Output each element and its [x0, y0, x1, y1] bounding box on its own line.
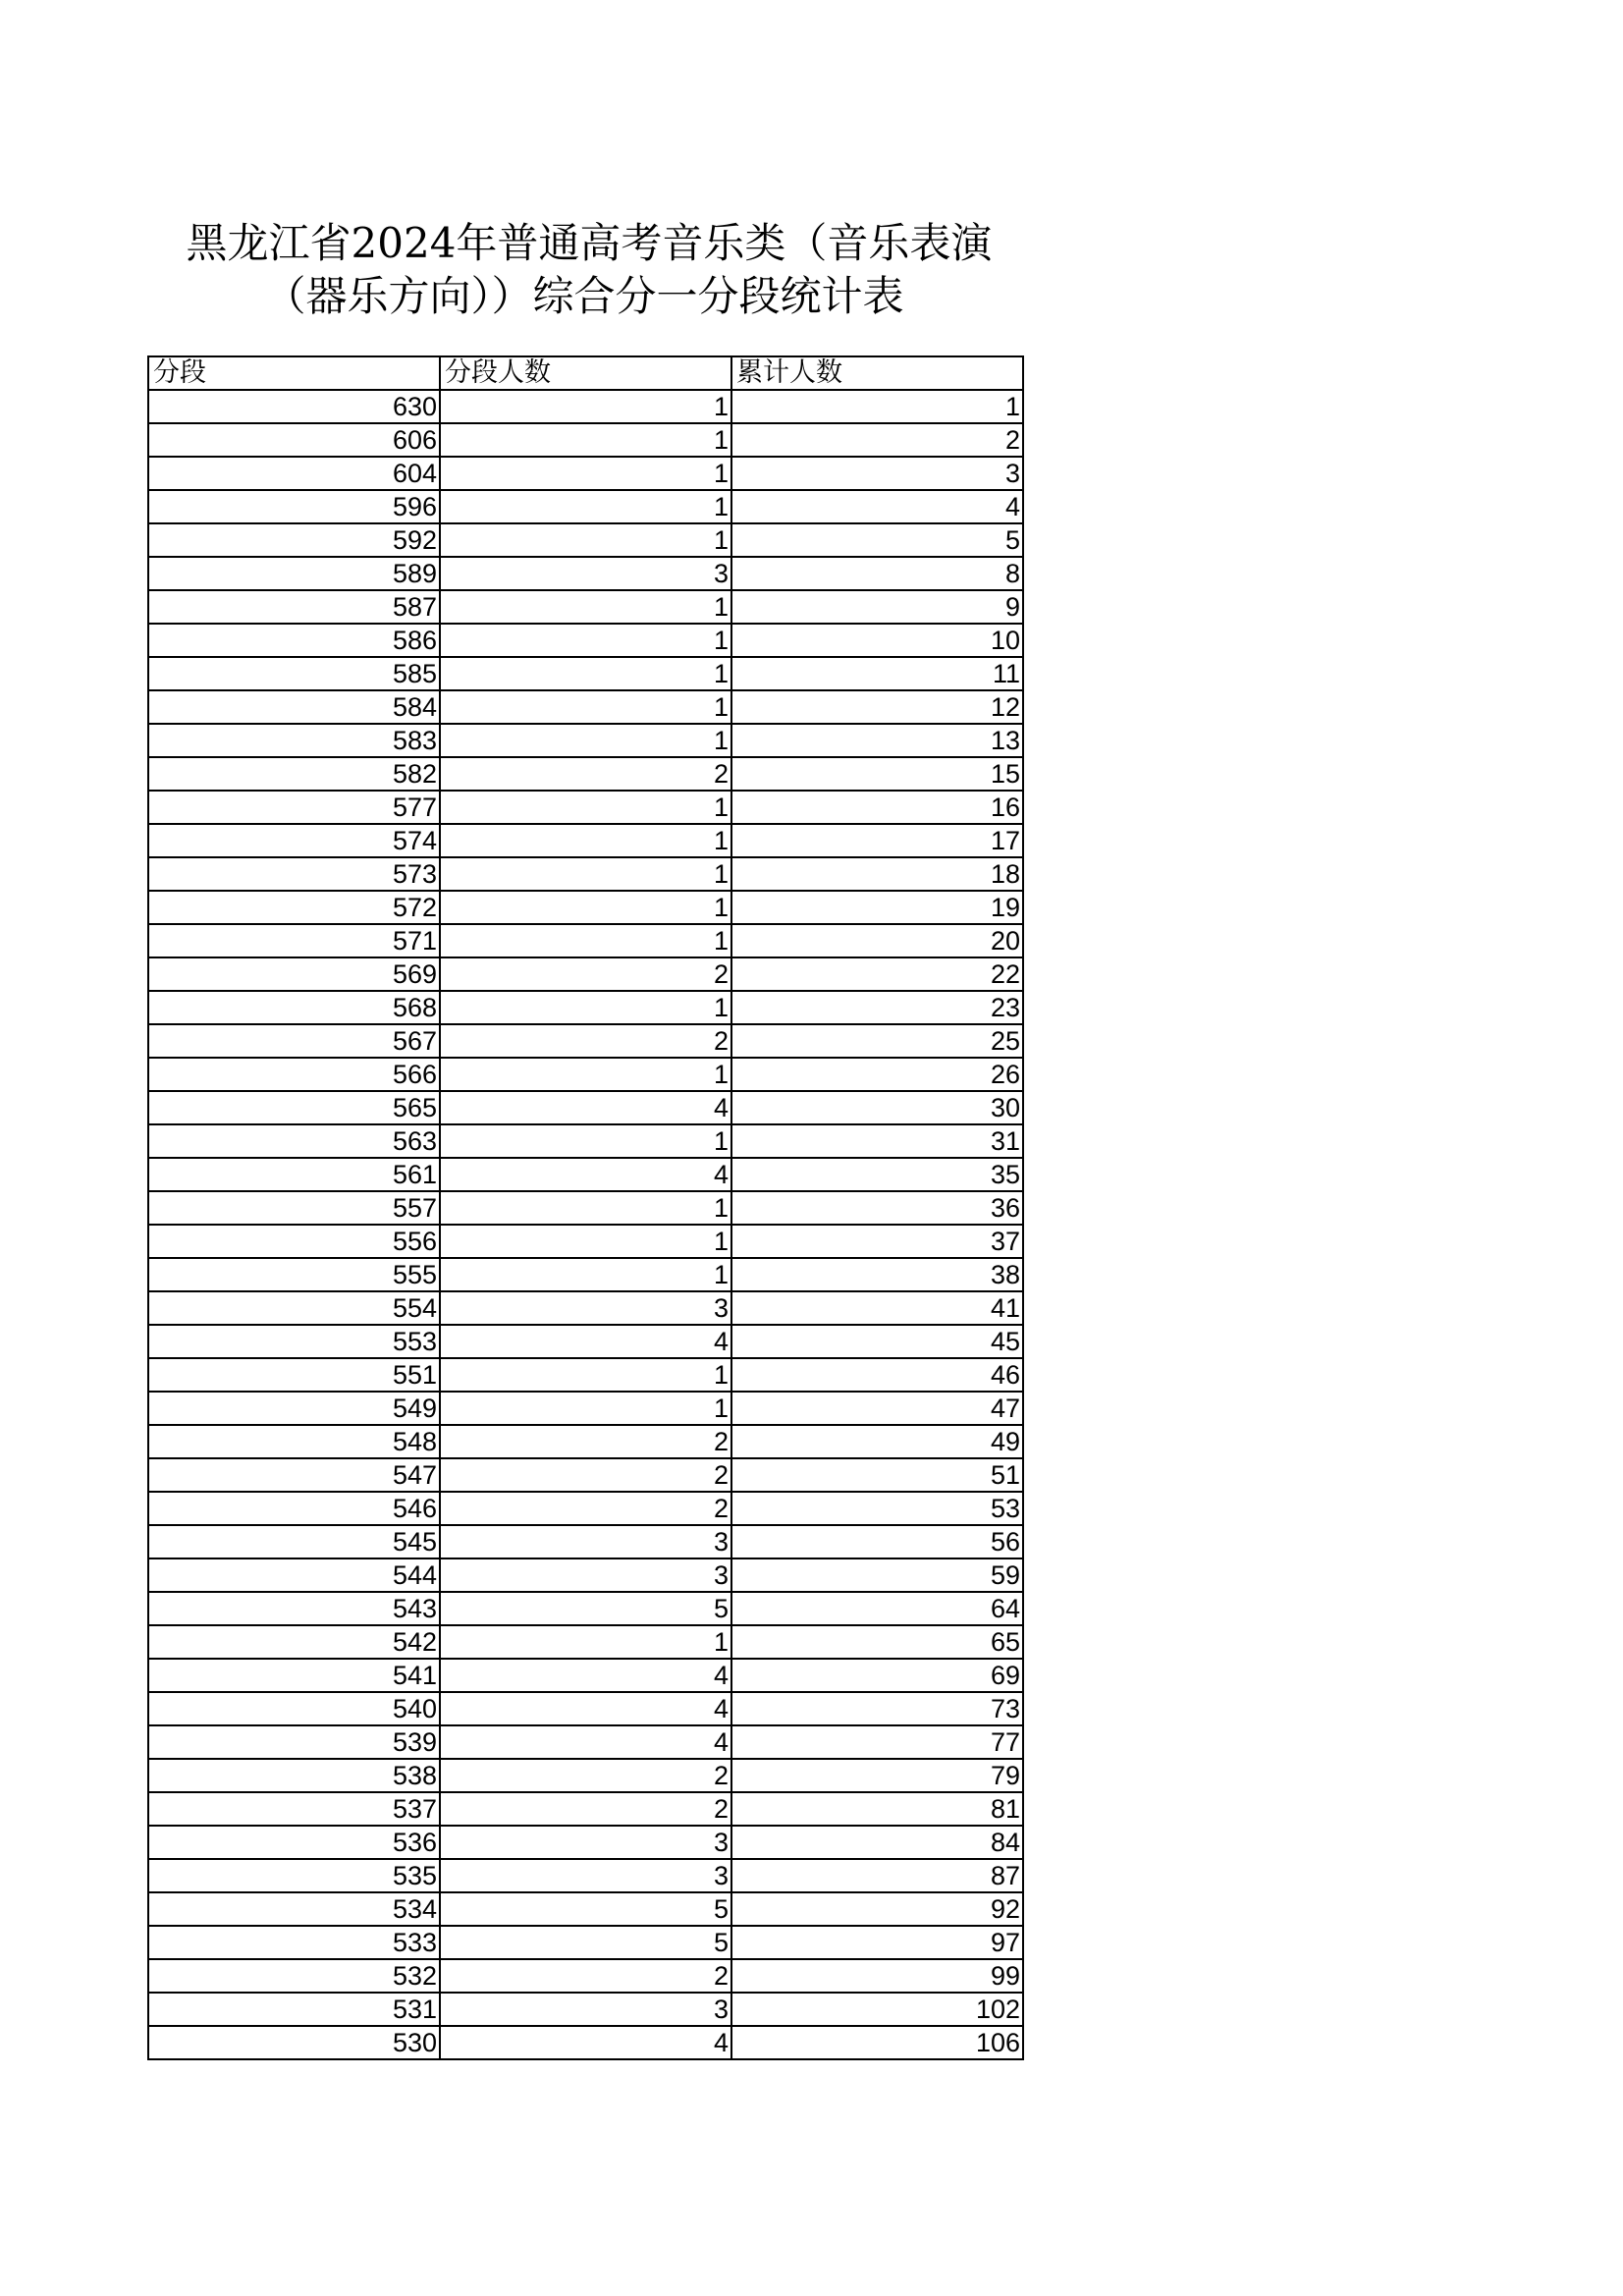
- score-cell: 574: [148, 824, 440, 857]
- table-row: [148, 1425, 1023, 1458]
- segment-count-cell: 1: [440, 1258, 731, 1291]
- table-row: [148, 1558, 1023, 1592]
- table-row: [148, 390, 1023, 423]
- cumulative-count-cell: 45: [731, 1325, 1023, 1358]
- score-cell: 596: [148, 490, 440, 523]
- segment-count-cell: 1: [440, 390, 731, 423]
- segment-count-cell: 3: [440, 1859, 731, 1892]
- score-cell: 543: [148, 1592, 440, 1625]
- cumulative-count-cell: 22: [731, 957, 1023, 991]
- score-cell: 532: [148, 1959, 440, 1993]
- cumulative-count-cell: 99: [731, 1959, 1023, 1993]
- segment-count-cell: 4: [440, 1692, 731, 1725]
- segment-count-cell: 2: [440, 1959, 731, 1993]
- score-cell: 561: [148, 1158, 440, 1191]
- score-cell: 547: [148, 1458, 440, 1492]
- table-row: [148, 1158, 1023, 1191]
- segment-count-cell: 2: [440, 957, 731, 991]
- segment-count-cell: 1: [440, 457, 731, 490]
- table-row: [148, 1124, 1023, 1158]
- table-row: [148, 1692, 1023, 1725]
- segment-count-cell: 1: [440, 523, 731, 557]
- cumulative-count-cell: 9: [731, 590, 1023, 624]
- segment-count-cell: 4: [440, 2026, 731, 2059]
- cumulative-count-cell: 41: [731, 1291, 1023, 1325]
- cumulative-count-cell: 77: [731, 1725, 1023, 1759]
- segment-count-cell: 1: [440, 423, 731, 457]
- cumulative-count-cell: 46: [731, 1358, 1023, 1392]
- cumulative-count-cell: 102: [731, 1993, 1023, 2026]
- table-row: [148, 2026, 1023, 2059]
- cumulative-count-cell: 37: [731, 1225, 1023, 1258]
- segment-count-cell: 2: [440, 1792, 731, 1826]
- score-cell: 553: [148, 1325, 440, 1358]
- segment-count-cell: 1: [440, 1392, 731, 1425]
- table-row: [148, 757, 1023, 791]
- segment-count-cell: 2: [440, 1425, 731, 1458]
- score-cell: 604: [148, 457, 440, 490]
- segment-count-cell: 1: [440, 624, 731, 657]
- score-cell: 549: [148, 1392, 440, 1425]
- table-row: [148, 1258, 1023, 1291]
- score-cell: 535: [148, 1859, 440, 1892]
- score-cell: 606: [148, 423, 440, 457]
- table-row: [148, 657, 1023, 690]
- segment-count-cell: 3: [440, 1826, 731, 1859]
- cumulative-count-cell: 30: [731, 1091, 1023, 1124]
- score-cell: 584: [148, 690, 440, 724]
- cumulative-count-cell: 65: [731, 1625, 1023, 1659]
- segment-count-cell: 4: [440, 1091, 731, 1124]
- cumulative-count-cell: 3: [731, 457, 1023, 490]
- segment-count-cell: 1: [440, 791, 731, 824]
- score-cell: 531: [148, 1993, 440, 2026]
- cumulative-count-cell: 18: [731, 857, 1023, 891]
- score-cell: 569: [148, 957, 440, 991]
- score-cell: 542: [148, 1625, 440, 1659]
- table-row: [148, 423, 1023, 457]
- score-cell: 533: [148, 1926, 440, 1959]
- segment-count-cell: 1: [440, 690, 731, 724]
- segment-count-cell: 4: [440, 1158, 731, 1191]
- cumulative-count-cell: 35: [731, 1158, 1023, 1191]
- segment-count-cell: 2: [440, 1492, 731, 1525]
- score-cell: 592: [148, 523, 440, 557]
- table-row: [148, 690, 1023, 724]
- segment-count-cell: 4: [440, 1325, 731, 1358]
- cumulative-count-cell: 17: [731, 824, 1023, 857]
- score-cell: 568: [148, 991, 440, 1024]
- table-row: [148, 1792, 1023, 1826]
- cumulative-count-cell: 25: [731, 1024, 1023, 1058]
- score-cell: 573: [148, 857, 440, 891]
- table-row: [148, 1625, 1023, 1659]
- score-cell: 530: [148, 2026, 440, 2059]
- cumulative-count-cell: 53: [731, 1492, 1023, 1525]
- cumulative-count-cell: 13: [731, 724, 1023, 757]
- table-row: [148, 590, 1023, 624]
- cumulative-count-cell: 79: [731, 1759, 1023, 1792]
- cumulative-count-cell: 59: [731, 1558, 1023, 1592]
- score-cell: 571: [148, 924, 440, 957]
- segment-count-cell: 1: [440, 657, 731, 690]
- segment-count-cell: 1: [440, 1124, 731, 1158]
- score-cell: 582: [148, 757, 440, 791]
- segment-count-cell: 4: [440, 1725, 731, 1759]
- cumulative-count-cell: 38: [731, 1258, 1023, 1291]
- segment-count-cell: 2: [440, 1024, 731, 1058]
- table-row: [148, 1525, 1023, 1558]
- score-cell: 548: [148, 1425, 440, 1458]
- cumulative-count-cell: 36: [731, 1191, 1023, 1225]
- table-row: [148, 624, 1023, 657]
- table-row: [148, 957, 1023, 991]
- segment-count-cell: 3: [440, 1558, 731, 1592]
- segment-count-cell: 1: [440, 724, 731, 757]
- table-row: [148, 724, 1023, 757]
- score-cell: 536: [148, 1826, 440, 1859]
- table-row: [148, 1392, 1023, 1425]
- table-row: [148, 1993, 1023, 2026]
- cumulative-count-cell: 1: [731, 390, 1023, 423]
- table-body: [148, 390, 1023, 2059]
- score-cell: 585: [148, 657, 440, 690]
- cumulative-count-cell: 12: [731, 690, 1023, 724]
- table-row: [148, 1759, 1023, 1792]
- table-row: [148, 1659, 1023, 1692]
- table-row: [148, 1826, 1023, 1859]
- segment-count-cell: 1: [440, 824, 731, 857]
- score-cell: 539: [148, 1725, 440, 1759]
- table-row: [148, 1291, 1023, 1325]
- page-title-line-1: 黑龙江省2024年普通高考音乐类（音乐表演: [186, 219, 993, 267]
- header-cumulative-count: 累计人数: [731, 356, 1023, 390]
- segment-count-cell: 3: [440, 1993, 731, 2026]
- score-cell: 546: [148, 1492, 440, 1525]
- table-row: [148, 857, 1023, 891]
- segment-count-cell: 1: [440, 1225, 731, 1258]
- score-cell: 555: [148, 1258, 440, 1291]
- table-row: [148, 1859, 1023, 1892]
- score-cell: 583: [148, 724, 440, 757]
- cumulative-count-cell: 87: [731, 1859, 1023, 1892]
- cumulative-count-cell: 11: [731, 657, 1023, 690]
- segment-count-cell: 1: [440, 857, 731, 891]
- cumulative-count-cell: 26: [731, 1058, 1023, 1091]
- cumulative-count-cell: 51: [731, 1458, 1023, 1492]
- segment-count-cell: 2: [440, 1759, 731, 1792]
- table-row: [148, 1058, 1023, 1091]
- cumulative-count-cell: 4: [731, 490, 1023, 523]
- cumulative-count-cell: 5: [731, 523, 1023, 557]
- table-row: [148, 891, 1023, 924]
- segment-count-cell: 2: [440, 1458, 731, 1492]
- table-row: [148, 457, 1023, 490]
- segment-count-cell: 1: [440, 924, 731, 957]
- score-cell: 565: [148, 1091, 440, 1124]
- table-row: [148, 1592, 1023, 1625]
- segment-count-cell: 1: [440, 1625, 731, 1659]
- table-row: [148, 1358, 1023, 1392]
- score-cell: 556: [148, 1225, 440, 1258]
- table-row: [148, 1325, 1023, 1358]
- page-title-line-2: （器乐方向））综合分一分段统计表: [264, 272, 904, 320]
- cumulative-count-cell: 64: [731, 1592, 1023, 1625]
- score-cell: 540: [148, 1692, 440, 1725]
- table-row: [148, 1725, 1023, 1759]
- segment-count-cell: 3: [440, 557, 731, 590]
- score-cell: 537: [148, 1792, 440, 1826]
- header-segment-count: 分段人数: [440, 356, 731, 390]
- score-cell: 551: [148, 1358, 440, 1392]
- table-row: [148, 1191, 1023, 1225]
- table-row: [148, 1024, 1023, 1058]
- score-cell: 630: [148, 390, 440, 423]
- segment-count-cell: 3: [440, 1291, 731, 1325]
- segment-count-cell: 5: [440, 1892, 731, 1926]
- table-row: [148, 1091, 1023, 1124]
- score-cell: 563: [148, 1124, 440, 1158]
- score-cell: 534: [148, 1892, 440, 1926]
- score-distribution-table: [147, 355, 1024, 2060]
- cumulative-count-cell: 31: [731, 1124, 1023, 1158]
- segment-count-cell: 4: [440, 1659, 731, 1692]
- segment-count-cell: 5: [440, 1926, 731, 1959]
- table-row: [148, 557, 1023, 590]
- score-cell: 587: [148, 590, 440, 624]
- score-cell: 541: [148, 1659, 440, 1692]
- table-row: [148, 1458, 1023, 1492]
- cumulative-count-cell: 49: [731, 1425, 1023, 1458]
- cumulative-count-cell: 97: [731, 1926, 1023, 1959]
- table-row: [148, 791, 1023, 824]
- score-cell: 572: [148, 891, 440, 924]
- header-score-segment: 分段: [148, 356, 440, 390]
- table-header-row: [148, 356, 1023, 390]
- segment-count-cell: 1: [440, 1191, 731, 1225]
- cumulative-count-cell: 69: [731, 1659, 1023, 1692]
- table-row: [148, 1492, 1023, 1525]
- table-row: [148, 523, 1023, 557]
- segment-count-cell: 1: [440, 991, 731, 1024]
- table-row: [148, 1926, 1023, 1959]
- cumulative-count-cell: 15: [731, 757, 1023, 791]
- cumulative-count-cell: 106: [731, 2026, 1023, 2059]
- score-cell: 586: [148, 624, 440, 657]
- segment-count-cell: 5: [440, 1592, 731, 1625]
- cumulative-count-cell: 23: [731, 991, 1023, 1024]
- table-row: [148, 924, 1023, 957]
- cumulative-count-cell: 16: [731, 791, 1023, 824]
- cumulative-count-cell: 20: [731, 924, 1023, 957]
- score-cell: 566: [148, 1058, 440, 1091]
- table-row: [148, 490, 1023, 523]
- cumulative-count-cell: 84: [731, 1826, 1023, 1859]
- score-cell: 577: [148, 791, 440, 824]
- cumulative-count-cell: 81: [731, 1792, 1023, 1826]
- segment-count-cell: 3: [440, 1525, 731, 1558]
- segment-count-cell: 1: [440, 490, 731, 523]
- score-cell: 589: [148, 557, 440, 590]
- table-row: [148, 1959, 1023, 1993]
- score-cell: 567: [148, 1024, 440, 1058]
- segment-count-cell: 1: [440, 1058, 731, 1091]
- segment-count-cell: 1: [440, 590, 731, 624]
- table-row: [148, 991, 1023, 1024]
- cumulative-count-cell: 10: [731, 624, 1023, 657]
- cumulative-count-cell: 92: [731, 1892, 1023, 1926]
- table-row: [148, 824, 1023, 857]
- cumulative-count-cell: 8: [731, 557, 1023, 590]
- segment-count-cell: 1: [440, 891, 731, 924]
- score-cell: 554: [148, 1291, 440, 1325]
- score-cell: 545: [148, 1525, 440, 1558]
- table-row: [148, 1225, 1023, 1258]
- segment-count-cell: 1: [440, 1358, 731, 1392]
- segment-count-cell: 2: [440, 757, 731, 791]
- score-cell: 538: [148, 1759, 440, 1792]
- cumulative-count-cell: 19: [731, 891, 1023, 924]
- cumulative-count-cell: 56: [731, 1525, 1023, 1558]
- score-cell: 557: [148, 1191, 440, 1225]
- cumulative-count-cell: 47: [731, 1392, 1023, 1425]
- cumulative-count-cell: 73: [731, 1692, 1023, 1725]
- score-cell: 544: [148, 1558, 440, 1592]
- table-row: [148, 1892, 1023, 1926]
- cumulative-count-cell: 2: [731, 423, 1023, 457]
